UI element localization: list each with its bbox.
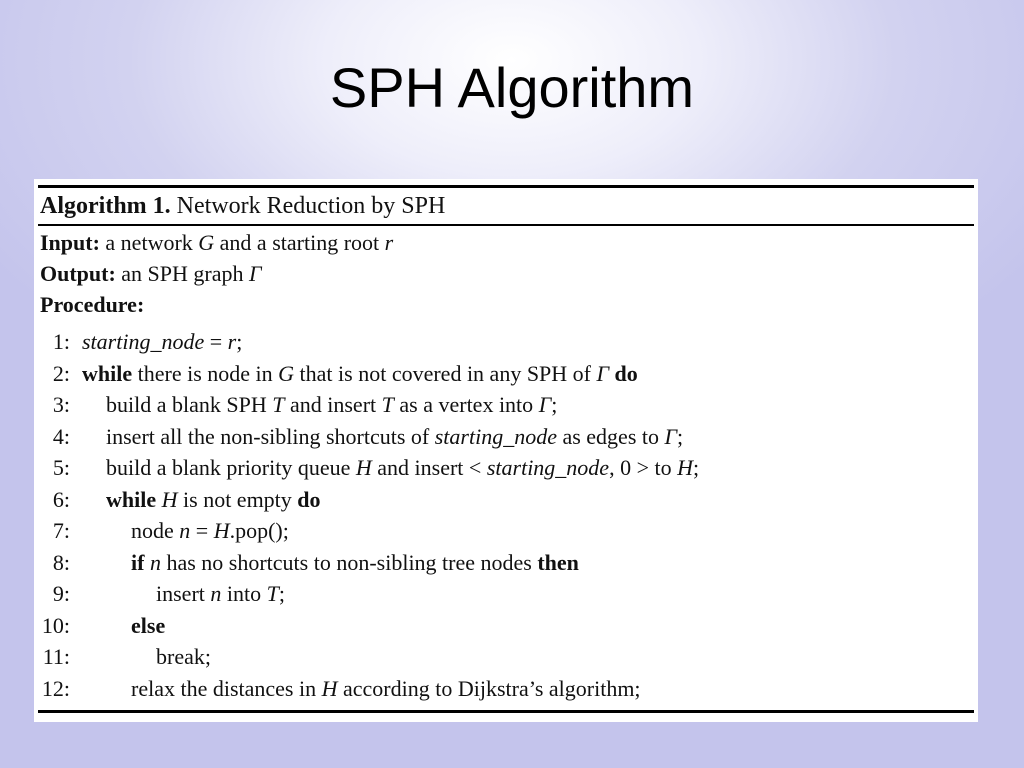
code-var: n — [179, 518, 191, 543]
output-label: Output: — [40, 261, 116, 286]
code-text: ; — [677, 424, 684, 449]
code-text: .pop(); — [229, 518, 289, 543]
code-text: build a blank SPH — [106, 392, 273, 417]
line-statement — [131, 677, 641, 701]
code-var: n — [210, 581, 222, 606]
line-statement — [156, 645, 211, 669]
code-var: H — [161, 487, 178, 512]
line-statement — [131, 551, 579, 575]
line-statement — [131, 519, 289, 543]
line-number: 11: — [42, 644, 70, 669]
line-statement — [106, 456, 699, 480]
code-var: starting_node — [486, 455, 610, 480]
output-var-gamma: Γ — [249, 261, 262, 286]
caption-rule — [38, 224, 974, 226]
code-text: has no shortcuts to non-sibling tree nodes — [160, 550, 538, 575]
code-text: ; — [693, 455, 700, 480]
code-var: Γ — [596, 361, 610, 386]
code-var: starting_node — [434, 424, 557, 449]
line-statement — [82, 362, 638, 386]
code-text: is not empty — [177, 487, 298, 512]
procedure-label — [40, 294, 144, 316]
code-text: ; — [278, 581, 285, 606]
algorithm-box — [34, 179, 978, 722]
line-number: 1: — [52, 329, 70, 354]
code-keyword: do — [297, 487, 321, 512]
line-statement — [131, 614, 165, 638]
code-text: , 0 > to — [609, 455, 678, 480]
code-var: Γ — [538, 392, 552, 417]
code-var: n — [149, 550, 161, 575]
line-number: 9: — [52, 581, 70, 606]
input-var-g: G — [198, 230, 215, 255]
slide-title: SPH Algorithm — [329, 56, 695, 119]
line-statement — [106, 488, 321, 512]
code-text: relax the distances in — [131, 676, 322, 701]
code-text: according to Dijkstra’s algorithm; — [337, 676, 641, 701]
line-number: 6: — [52, 487, 70, 512]
code-keyword: else — [131, 613, 166, 638]
input-text-1: a network — [105, 230, 193, 255]
line-statement — [106, 425, 683, 449]
code-text: build a blank priority queue — [106, 455, 356, 480]
bottom-rule — [38, 710, 974, 713]
code-var: H — [321, 676, 338, 701]
code-var: Γ — [664, 424, 678, 449]
code-keyword: do — [609, 361, 638, 386]
line-number: 12: — [41, 676, 70, 701]
caption-label: Algorithm 1. — [40, 193, 171, 219]
output-line — [40, 263, 262, 285]
code-var: H — [355, 455, 372, 480]
code-text: into — [221, 581, 267, 606]
line-number: 5: — [52, 455, 70, 480]
output-text: an SPH graph — [121, 261, 244, 286]
code-text: as a vertex into — [393, 392, 539, 417]
code-text: and insert — [284, 392, 382, 417]
code-keyword: while — [106, 487, 157, 512]
line-number: 10: — [41, 613, 70, 638]
code-text: that is not covered in any SPH of — [294, 361, 597, 386]
line-number: 8: — [52, 550, 70, 575]
input-line — [40, 232, 393, 254]
line-number: 7: — [52, 518, 70, 543]
line-number: 3: — [52, 392, 70, 417]
line-statement — [106, 393, 557, 417]
code-text: = — [190, 518, 214, 543]
caption-text: Network Reduction by SPH — [176, 193, 446, 219]
code-var: H — [677, 455, 693, 480]
code-text: as edges to — [556, 424, 665, 449]
code-text: there is node in — [132, 361, 279, 386]
code-var: G — [278, 361, 295, 386]
line-number: 4: — [52, 424, 70, 449]
line-statement — [82, 330, 242, 354]
code-var: T — [272, 392, 285, 417]
code-text: insert all the non-sibling shortcuts of — [106, 424, 435, 449]
line-statement — [156, 582, 285, 606]
code-keyword: if — [131, 550, 145, 575]
code-text: break; — [156, 644, 211, 669]
code-keyword: while — [82, 361, 133, 386]
input-var-r: r — [384, 230, 394, 255]
input-label: Input: — [40, 230, 100, 255]
code-var: r — [227, 329, 237, 354]
top-rule — [38, 185, 974, 188]
procedure-label-text: Procedure: — [40, 292, 145, 317]
code-text: and insert < — [371, 455, 487, 480]
code-var: H — [213, 518, 230, 543]
algorithm-caption — [40, 194, 445, 218]
code-text: ; — [236, 329, 243, 354]
code-keyword: then — [537, 550, 579, 575]
code-text: node — [131, 518, 180, 543]
code-text: = — [204, 329, 228, 354]
code-text: ; — [551, 392, 558, 417]
code-var: T — [266, 581, 279, 606]
line-number: 2: — [52, 361, 70, 386]
code-var: T — [381, 392, 394, 417]
code-text: insert — [156, 581, 211, 606]
code-var: starting_node — [82, 329, 205, 354]
input-text-2: and a starting root — [219, 230, 380, 255]
